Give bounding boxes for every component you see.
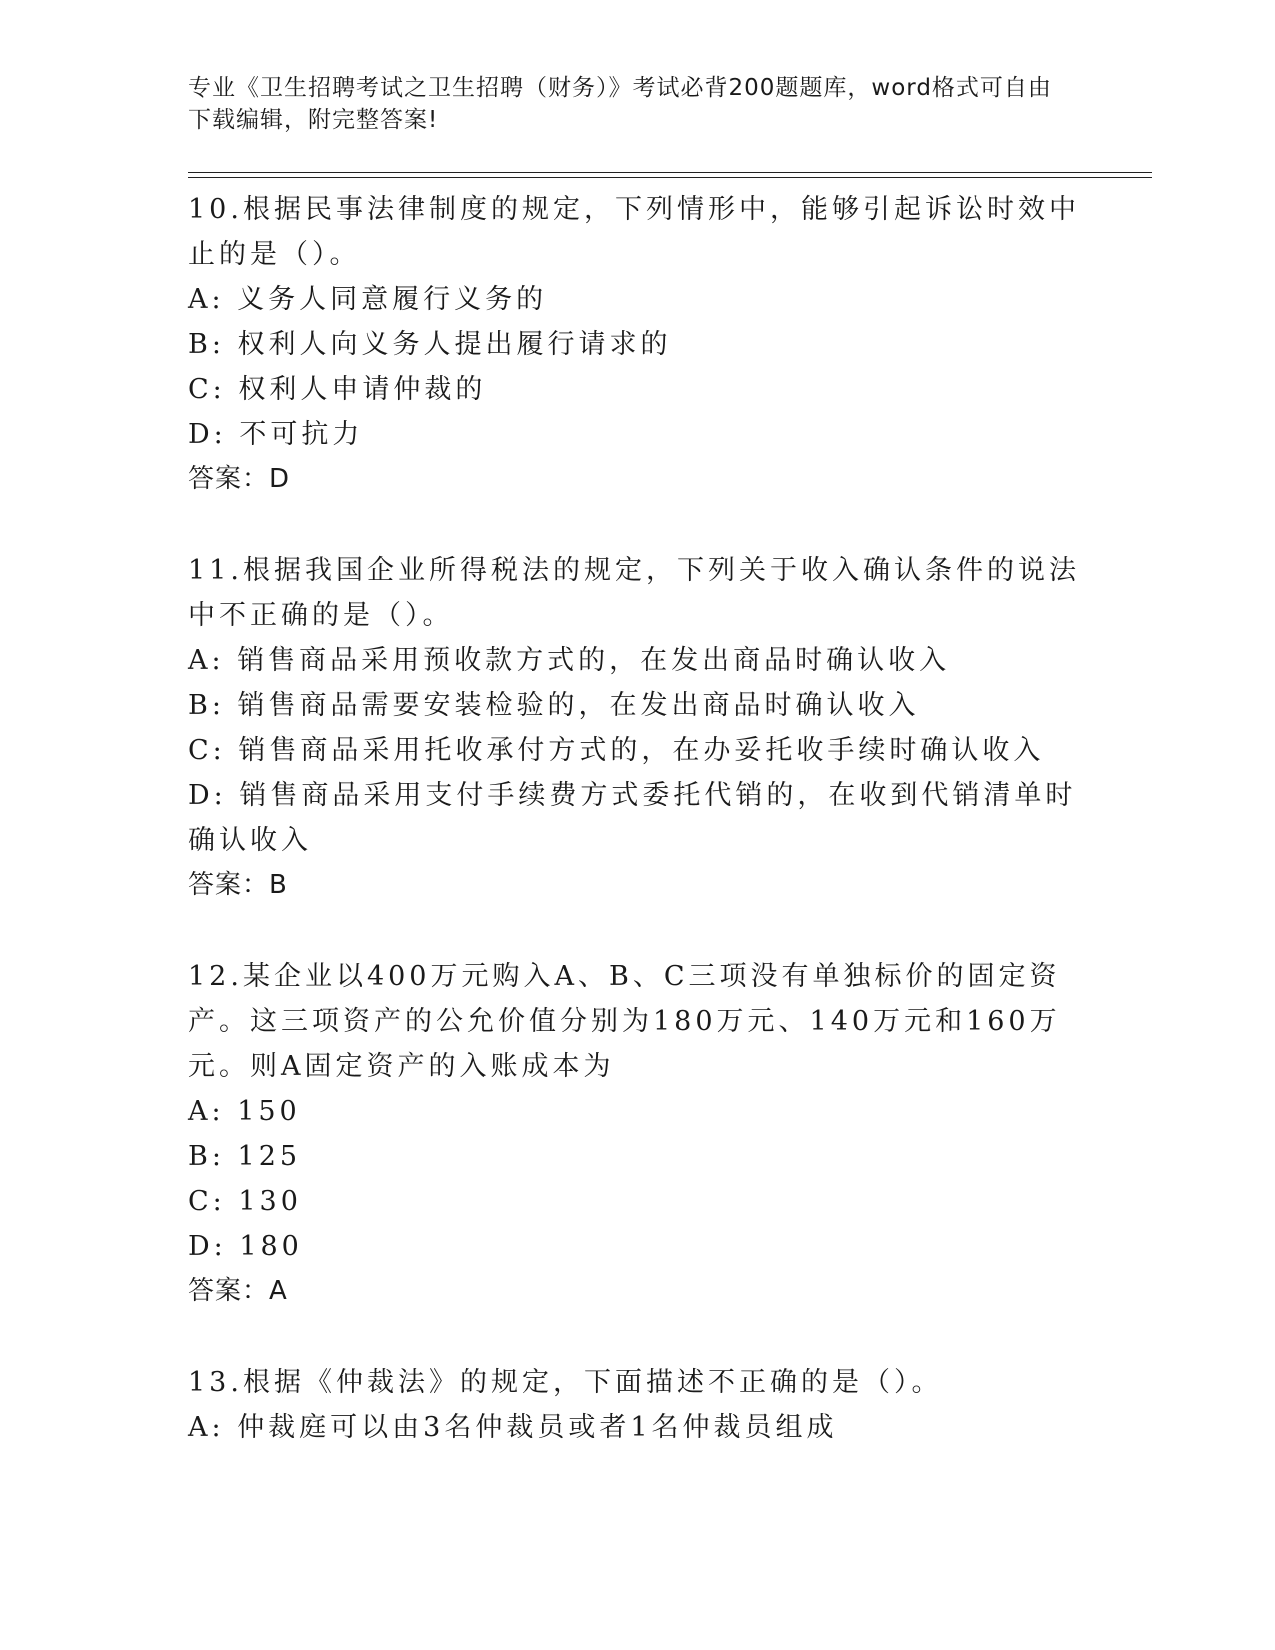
answer-prefix: 答案：: [188, 464, 270, 494]
question-text: 12.某企业以400万元购入A、B、C三项没有单独标价的固定资产。这三项资产的公允价值分别为180万元、140万元和160万元。则A固定资产的入账成本为: [188, 961, 1061, 1082]
option-c: [188, 367, 1088, 412]
option-text: 销售商品采用支付手续费方式委托代销的，在收到代销清单时确认收入: [188, 780, 1077, 856]
option-b: [188, 1134, 1088, 1179]
option-label: B:: [188, 329, 238, 360]
option-a: [188, 1405, 1088, 1450]
option-b: [188, 683, 1088, 728]
option-text: 仲裁庭可以由3名仲裁员或者1名仲裁员组成: [237, 1412, 838, 1443]
option-label: A:: [188, 1412, 238, 1443]
option-label: A:: [188, 645, 238, 676]
option-text: 义务人同意履行义务的: [237, 284, 548, 315]
option-label: D:: [188, 780, 240, 811]
question-13: [188, 1360, 1088, 1450]
option-label: D:: [188, 419, 240, 450]
document-header: 专业《卫生招聘考试之卫生招聘（财务）》考试必背200题题库，word格式可自由下载编辑，附完整答案!: [188, 75, 1052, 133]
option-label: A:: [188, 284, 238, 315]
option-b: [188, 322, 1088, 367]
answer-line: [188, 1269, 1088, 1314]
option-label: C:: [188, 374, 239, 405]
option-label: B:: [188, 690, 238, 721]
option-d: [188, 1224, 1088, 1269]
header-divider-bottom: [188, 177, 1152, 178]
option-a: [188, 277, 1088, 322]
question-list: [188, 187, 1088, 1496]
option-text: 权利人向义务人提出履行请求的: [237, 329, 672, 360]
option-a: [188, 638, 1088, 683]
question-12: [188, 954, 1088, 1314]
option-text: 130: [238, 1186, 302, 1217]
option-text: 不可抗力: [239, 419, 364, 450]
option-label: C:: [188, 735, 239, 766]
option-text: 180: [239, 1231, 303, 1262]
answer-line: [188, 457, 1088, 502]
option-text: 销售商品需要安装检验的，在发出商品时确认收入: [237, 690, 920, 721]
answer-prefix: 答案：: [188, 1276, 270, 1306]
answer-value: B: [269, 870, 288, 900]
option-a: [188, 1089, 1088, 1134]
option-text: 权利人申请仲裁的: [238, 374, 487, 405]
header-divider-top: [188, 172, 1152, 173]
option-text: 销售商品采用预收款方式的，在发出商品时确认收入: [237, 645, 951, 676]
option-c: [188, 1179, 1088, 1224]
option-text: 销售商品采用托收承付方式的，在办妥托收手续时确认收入: [238, 735, 1045, 766]
question-10: [188, 187, 1088, 502]
option-label: B:: [188, 1141, 238, 1172]
option-label: D:: [188, 1231, 240, 1262]
question-11: [188, 548, 1088, 908]
option-label: A:: [188, 1096, 238, 1127]
question-text: 13.根据《仲裁法》的规定，下面描述不正确的是（）。: [188, 1367, 943, 1398]
option-text: 125: [237, 1141, 302, 1172]
question-text: 10.根据民事法律制度的规定，下列情形中，能够引起诉讼时效中止的是（）。: [188, 194, 1080, 270]
answer-value: D: [269, 464, 291, 494]
answer-value: A: [269, 1276, 288, 1306]
question-text: 11.根据我国企业所得税法的规定，下列关于收入确认条件的说法中不正确的是（）。: [188, 555, 1080, 631]
option-c: [188, 728, 1088, 773]
option-d: [188, 412, 1088, 457]
option-text: 150: [237, 1096, 301, 1127]
answer-line: [188, 863, 1088, 908]
answer-prefix: 答案：: [188, 870, 270, 900]
option-label: C:: [188, 1186, 239, 1217]
option-d: [188, 773, 1088, 863]
